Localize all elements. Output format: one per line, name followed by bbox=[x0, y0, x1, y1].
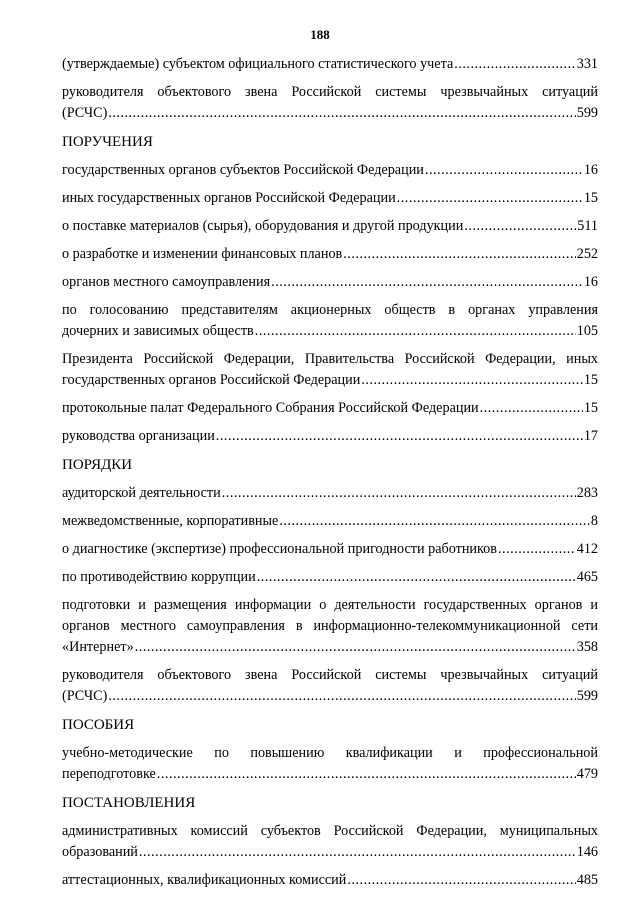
dot-leader bbox=[271, 272, 583, 293]
index-entry bbox=[62, 272, 598, 293]
section-heading: ПОСОБИЯ bbox=[62, 717, 135, 733]
dot-leader bbox=[255, 321, 576, 342]
index-entry bbox=[62, 244, 598, 265]
dot-leader bbox=[425, 160, 583, 181]
index-entry bbox=[62, 216, 598, 237]
dot-leader bbox=[139, 842, 576, 863]
entry-leader-line bbox=[62, 244, 598, 265]
index-entry bbox=[62, 665, 598, 707]
page-reference: 511 bbox=[577, 218, 598, 234]
page-reference: 485 bbox=[576, 872, 598, 888]
page-reference: 331 bbox=[576, 56, 598, 72]
page-reference: 599 bbox=[576, 105, 598, 121]
index-entry bbox=[62, 54, 598, 75]
entry-text: о разработке и изменении финансовых планов bbox=[62, 246, 343, 262]
dot-leader bbox=[216, 426, 583, 447]
entry-text: государственных органов Российской Федерации bbox=[62, 372, 361, 388]
entry-text-line: руководителя объектового звена Российской системы чрезвычайных ситуаций bbox=[62, 84, 598, 100]
entry-text-line: административных комиссий субъектов Российской Федерации, муниципальных bbox=[62, 823, 598, 839]
page-reference: 465 bbox=[576, 569, 598, 585]
index-entry bbox=[62, 349, 598, 391]
entry-leader-line bbox=[62, 870, 598, 891]
page-reference: 15 bbox=[583, 190, 598, 206]
entry-leader-line bbox=[62, 567, 598, 588]
entry-text: о диагностике (экспертизе) профессиональной пригодности работников bbox=[62, 541, 497, 557]
entry-leader-line bbox=[62, 54, 598, 75]
index-content bbox=[62, 54, 598, 898]
dot-leader bbox=[279, 511, 590, 532]
entry-text: межведомственные, корпоративные bbox=[62, 513, 279, 529]
entry-text-line: Президента Российской Федерации, Правительства Российской Федерации, иных bbox=[62, 351, 598, 367]
index-entry bbox=[62, 743, 598, 785]
page-reference: 8 bbox=[590, 513, 598, 529]
entry-text: по противодействию коррупции bbox=[62, 569, 256, 585]
entry-text-line: по голосованию представителям акционерных обществ в органах управления bbox=[62, 302, 598, 318]
dot-leader bbox=[361, 370, 583, 391]
entry-text: о поставке материалов (сырья), оборудования и другой продукции bbox=[62, 218, 464, 234]
section-heading: ПОРЯДКИ bbox=[62, 457, 133, 473]
entry-text: (РСЧС) bbox=[62, 105, 108, 121]
index-entry bbox=[62, 483, 598, 504]
entry-text: органов местного самоуправления bbox=[62, 274, 271, 290]
page-reference: 15 bbox=[583, 372, 598, 388]
entry-text-line: руководителя объектового звена Российской системы чрезвычайных ситуаций bbox=[62, 667, 598, 683]
page-reference: 599 bbox=[576, 688, 598, 704]
index-entry bbox=[62, 160, 598, 181]
entry-text: переподготовке bbox=[62, 766, 156, 782]
entry-text: руководства организации bbox=[62, 428, 215, 444]
entry-text: образований bbox=[62, 844, 138, 860]
index-entry bbox=[62, 398, 598, 419]
dot-leader bbox=[397, 188, 583, 209]
page-reference: 105 bbox=[576, 323, 598, 339]
dot-leader bbox=[135, 637, 576, 658]
entry-leader-line bbox=[62, 188, 598, 209]
dot-leader bbox=[464, 216, 576, 237]
page-reference: 358 bbox=[576, 639, 598, 655]
index-entry bbox=[62, 300, 598, 342]
page-reference: 16 bbox=[583, 162, 598, 178]
page-reference: 146 bbox=[576, 844, 598, 860]
page-number: 188 bbox=[310, 27, 330, 42]
page-reference: 479 bbox=[576, 766, 598, 782]
entry-leader-line bbox=[62, 764, 598, 785]
entry-text: дочерних и зависимых обществ bbox=[62, 323, 254, 339]
section-heading: ПОСТАНОВЛЕНИЯ bbox=[62, 795, 196, 811]
entry-leader-line bbox=[62, 160, 598, 181]
dot-leader bbox=[498, 539, 576, 560]
index-entry bbox=[62, 539, 598, 560]
entry-leader-line bbox=[62, 398, 598, 419]
index-entry bbox=[62, 82, 598, 124]
dot-leader bbox=[222, 483, 576, 504]
dot-leader bbox=[347, 870, 575, 891]
page-reference: 283 bbox=[576, 485, 598, 501]
entry-text: аудиторской деятельности bbox=[62, 485, 221, 501]
entry-text-line: учебно-методические по повышению квалификации и профессиональной bbox=[62, 745, 598, 761]
dot-leader bbox=[108, 686, 575, 707]
entry-text: (утверждаемые) субъектом официального статистического учета bbox=[62, 56, 454, 72]
entry-text-line: подготовки и размещения информации о деятельности государственных органов и bbox=[62, 597, 598, 613]
entry-leader-line bbox=[62, 637, 598, 658]
dot-leader bbox=[157, 764, 576, 785]
index-entry bbox=[62, 511, 598, 532]
index-entry bbox=[62, 595, 598, 658]
entry-text: «Интернет» bbox=[62, 639, 134, 655]
dot-leader bbox=[343, 244, 575, 265]
entry-leader-line bbox=[62, 426, 598, 447]
entry-leader-line bbox=[62, 370, 598, 391]
dot-leader bbox=[257, 567, 576, 588]
entry-leader-line bbox=[62, 483, 598, 504]
dot-leader bbox=[108, 103, 575, 124]
index-entry bbox=[62, 870, 598, 891]
page-reference: 412 bbox=[576, 541, 598, 557]
index-entry bbox=[62, 426, 598, 447]
entry-leader-line bbox=[62, 539, 598, 560]
page-reference: 16 bbox=[583, 274, 598, 290]
index-entry bbox=[62, 567, 598, 588]
page-reference: 252 bbox=[576, 246, 598, 262]
index-entry bbox=[62, 188, 598, 209]
entry-text: (РСЧС) bbox=[62, 688, 108, 704]
index-entry bbox=[62, 821, 598, 863]
page-reference: 17 bbox=[583, 428, 598, 444]
entry-text: государственных органов субъектов Российской Федерации bbox=[62, 162, 424, 178]
page-reference: 15 bbox=[583, 400, 598, 416]
entry-leader-line bbox=[62, 272, 598, 293]
section-heading: ПОРУЧЕНИЯ bbox=[62, 134, 153, 150]
entry-leader-line bbox=[62, 216, 598, 237]
entry-text: аттестационных, квалификационных комиссий bbox=[62, 872, 347, 888]
entry-leader-line bbox=[62, 103, 598, 124]
entry-text: иных государственных органов Российской Федерации bbox=[62, 190, 396, 206]
entry-text: протокольные палат Федерального Собрания Российской Федерации bbox=[62, 400, 479, 416]
entry-leader-line bbox=[62, 321, 598, 342]
dot-leader bbox=[480, 398, 583, 419]
entry-leader-line bbox=[62, 842, 598, 863]
entry-leader-line bbox=[62, 686, 598, 707]
entry-leader-line bbox=[62, 511, 598, 532]
entry-text-line: органов местного самоуправления в информационно-телекоммуникационной сети bbox=[62, 618, 598, 634]
dot-leader bbox=[454, 54, 575, 75]
